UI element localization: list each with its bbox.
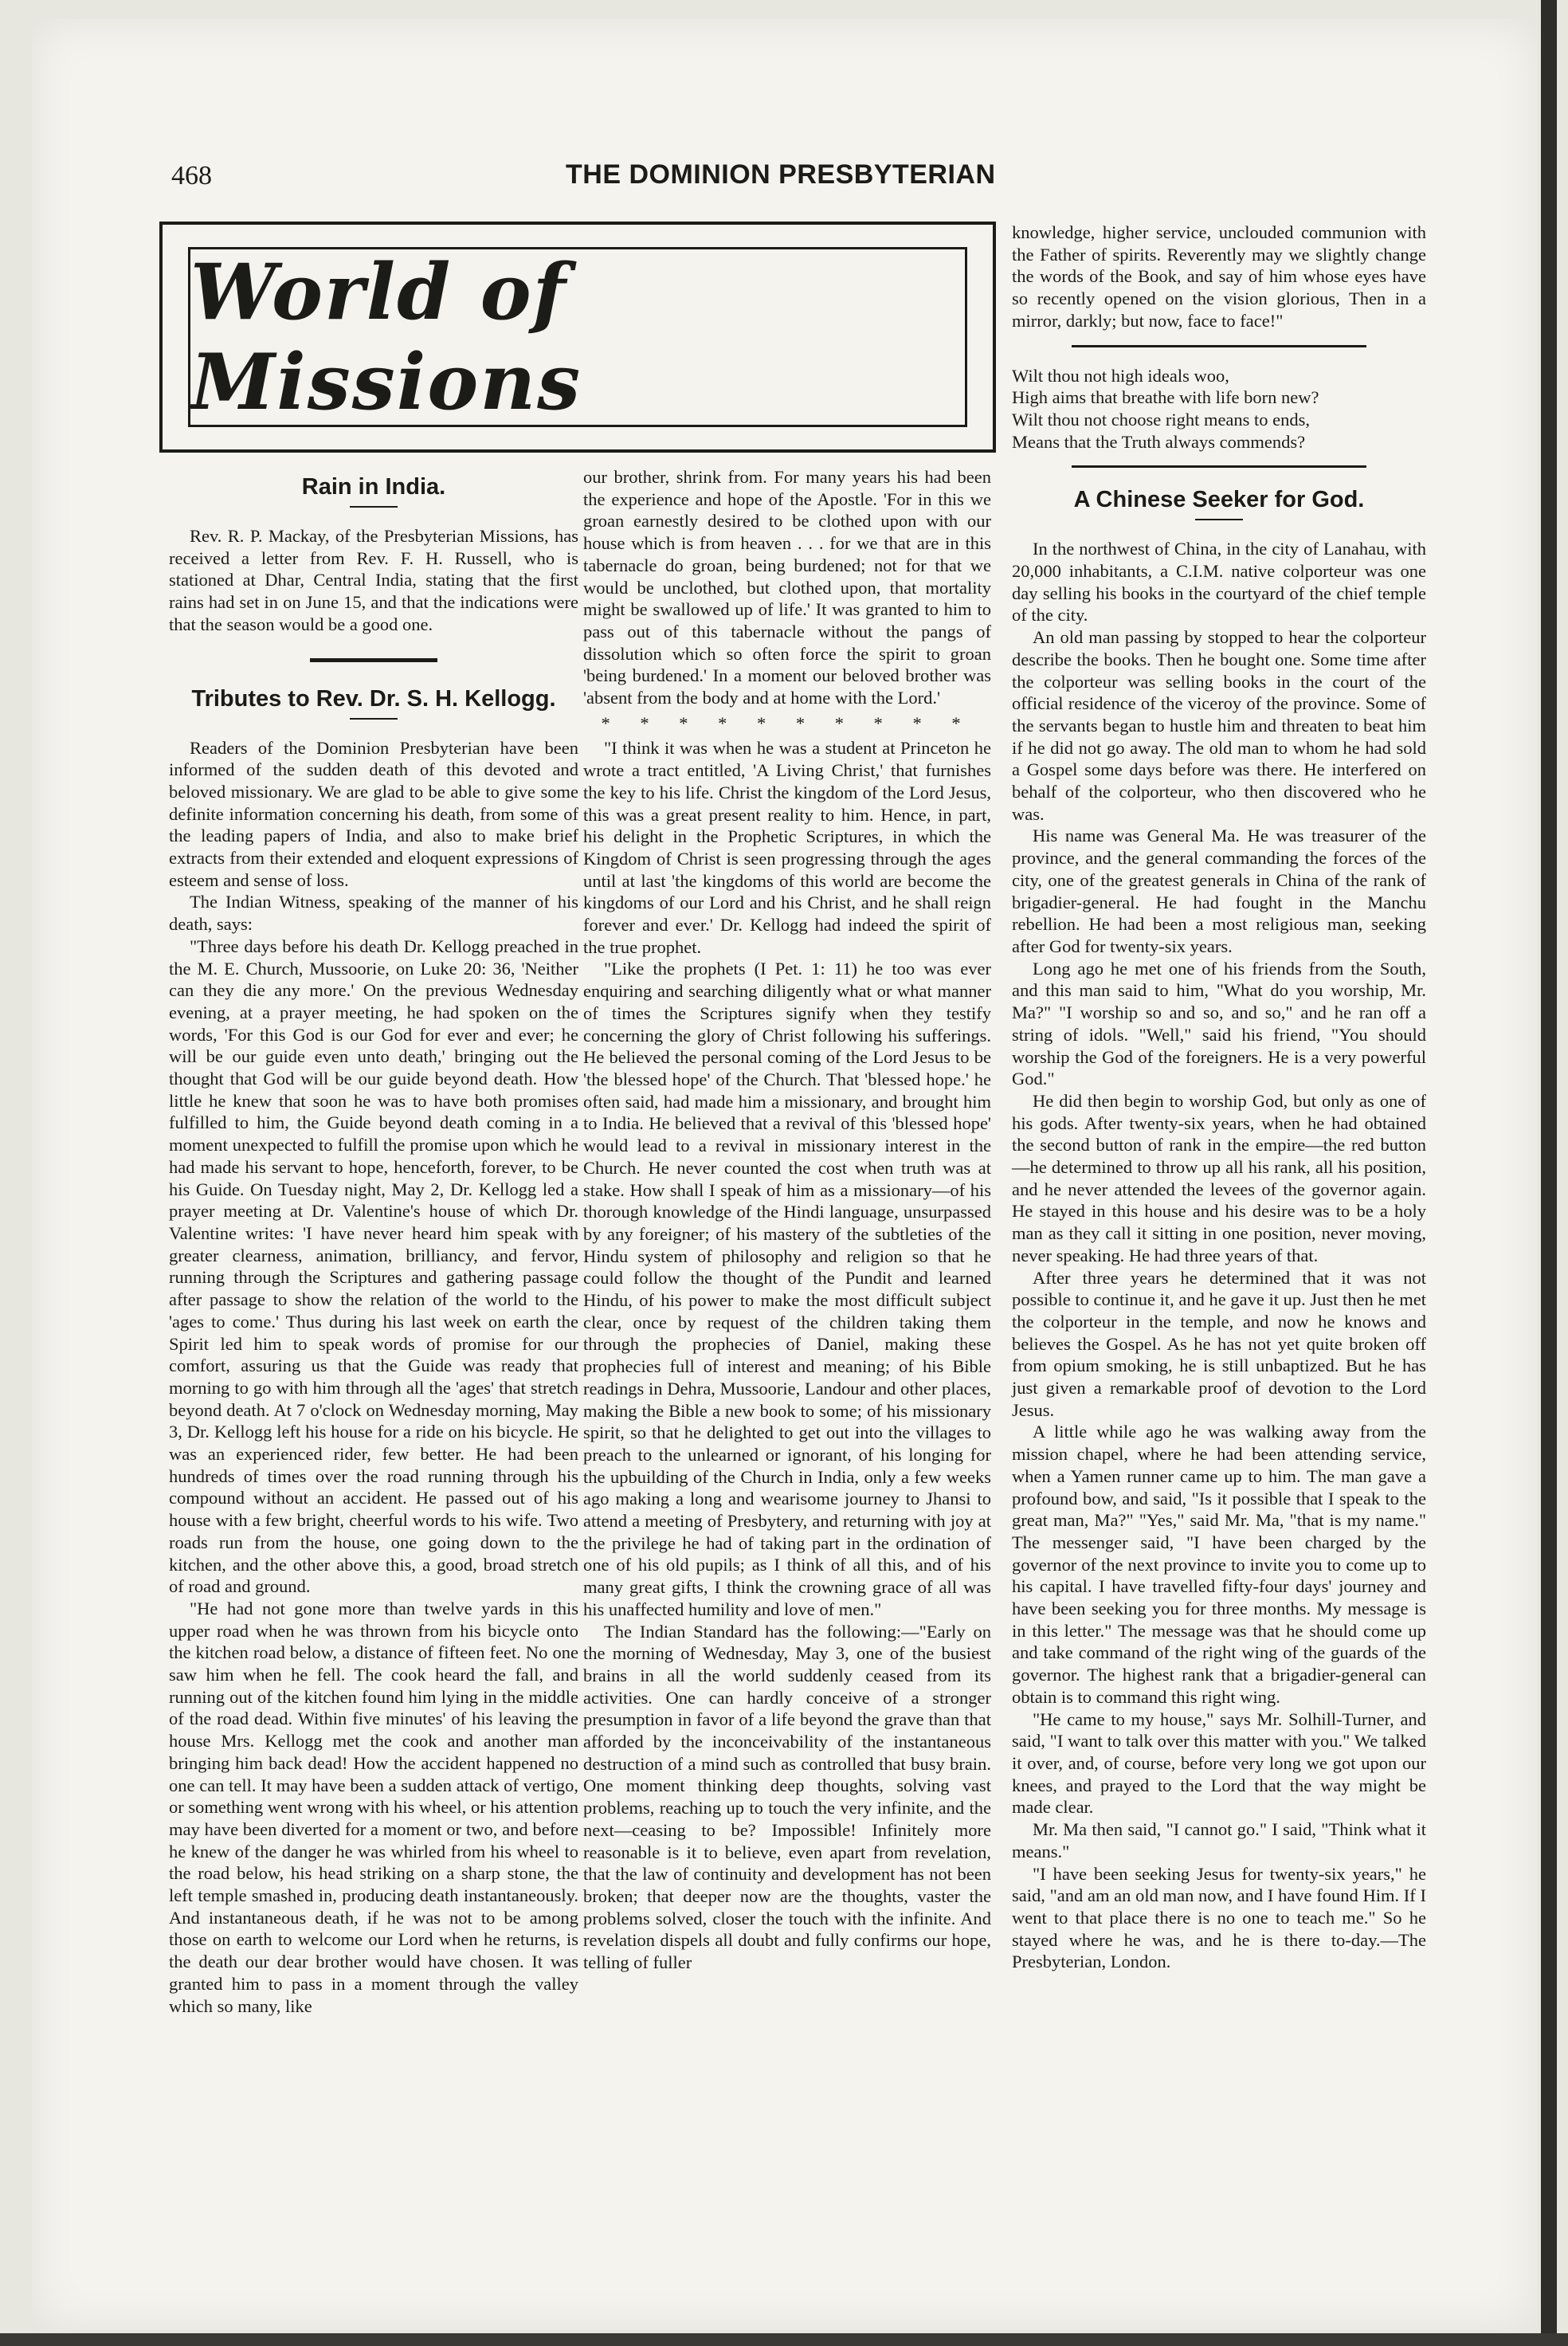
publication-title: THE DOMINION PRESBYTERIAN: [566, 159, 996, 190]
paragraph: "Three days before his death Dr. Kellogg preached in the M. E. Church, Mussoorie, on Luke 20: 36, 'Neither can they die any more.' On the previous Wednesday evening, at a prayer meeting, he had spoken on the words, 'For this God is our God for ever and ever; he will be our guide even unto death,' bringing out the thought that God will be our guide beyond death. How little he knew that soon he was to have both promises fulfilled to him, the Guide beyond death coming in a moment unexpected to fulfill the promise upon which he had made his servant to hope, henceforth, forever, to be his Guide. On Tuesday night, May 2, Dr. Kellogg led a prayer meeting at Dr. Valentine's house of which Dr. Valentine writes: 'I have never heard him speak with greater clearness, animation, brilliancy, and fervor, running through the Scriptures and gathering passage after passage to show the relation of the world to the 'ages to come.' Thus during his last week on earth the Spirit led him to speak words of promise for our comfort, assuring us that the Guide was ready that morning to go with him through all the 'ages' that stretch beyond death. At 7 o'clock on Wednesday morning, May 3, Dr. Kellogg left his house for a ride on his bicycle. He was an experienced rider, few better. He had been hundreds of times over the road running through his compound without an accident. He passed out of his house with a few bright, cheerful words to his wife. Two roads run from the house, one going down to the kitchen, and the other above this, a good, broad stretch of road and ground.: [169, 936, 578, 1597]
paragraph: His name was General Ma. He was treasurer of the province, and the general commanding the forces of the city, one of the greatest generals in China of the rank of brigadier-general. He had fought in the Manchu rebellion. He had been a most religious man, seeking after God for twenty-six years.: [1012, 826, 1426, 956]
poem-line: Wilt thou not choose right means to ends,: [1012, 409, 1311, 430]
paragraph: "He had not gone more than twelve yards in this upper road when he was thrown from his bicycle onto the kitchen road below, a distance of fifteen feet. No one saw him when he fell. The cook heard the fall, and running out of the kitchen found him lying in the middle of the road dead. Within five minutes' of his leaving the house Mrs. Kellogg met the cook and another man bringing him back dead! How the accident happened no one can tell. It may have been a sudden attack of vertigo, or something went wrong with his wheel, or his attention may have been diverted for a moment or two, and before he knew of the danger he was whirled from his wheel to the road below, his head striking on a sharp stone, the left temple smashed in, producing death instantaneously. And instantaneous death, if he was not to be among those on earth to welcome our Lord when he returns, is the death our dear brother would have chosen. It was granted him to pass in a moment through the valley which so many, like: [169, 1598, 578, 2016]
paragraph: He did then begin to worship God, but only as one of his gods. After twenty-six years, when he had obtained the second button of rank in the empire—the red button—he determined to throw up all his rank, all his position, and he never attended the levees of the governor again. He stayed in this house and his desire was to be a holy man as they call it sitting in one position, never moving, never speaking. He had three years of that.: [1012, 1090, 1426, 1265]
poem-line: Wilt thou not high ideals woo,: [1012, 365, 1229, 386]
column-3: [1012, 222, 1426, 1973]
paragraph: Mr. Ma then said, "I cannot go." I said, "Think what it means.": [1012, 1819, 1426, 1862]
column-1: [169, 466, 578, 2017]
paragraph: An old man passing by stopped to hear the colporteur describe the books. Then he bought one. Some time after the colporteur was selling books in the court of the official residence of the viceroy of the province. Some of the servants began to hustle him and threaten to beat him if he did not go away. The old man to whom he had sold a Gospel some days before was there. He interfered on behalf of the colporteur, who then discovered who he was.: [1012, 627, 1426, 824]
section-rule: [1072, 465, 1366, 468]
paragraph: A little while ago he was walking away from the mission chapel, where he had been attending service, when a Yamen runner came up to him. The man gave a profound bow, and said, "Is it possible that I speak to the great man, Ma?" "Yes," said Mr. Ma, "that is my name." The messenger said, "I have been charged by the governor of the next province to invite you to come up to his capital. I have travelled fifty-four days' journey and have been seeking you for three months. My message is in this letter." The message was that he should come up and take command of the right wing of the guards of the governor. The highest rank that a brigadier-general can obtain is to command this right wing.: [1012, 1422, 1426, 1707]
page-number: 468: [171, 161, 212, 190]
heading-chinese-seeker: A Chinese Seeker for God.: [1073, 487, 1365, 513]
separator-stars: * * * * * * * * * *: [601, 712, 974, 733]
scan-edge-bottom: [0, 2333, 1568, 2346]
paragraph: The Indian Witness, speaking of the manner of his death, says:: [169, 892, 578, 935]
section-rule: [1072, 345, 1366, 347]
paragraph: Long ago he met one of his friends from the South, and this man said to him, "What do you worship, Mr. Ma?" "I worship so and so, and so," and he ran off a string of idols. "Well," said his friend, "You should worship the God of the foreigners. He is a very powerful God.": [1012, 958, 1426, 1089]
section-title: World of Missions: [190, 247, 582, 427]
paragraph: "He came to my house," says Mr. Solhill-Turner, and said, "I want to talk over this matter with you." We talked it over, and, of course, before very long we got upon our knees, and prayed to the Lord that the way might be made clear.: [1012, 1708, 1426, 1818]
paragraph: "Like the prophets (I Pet. 1: 11) he too was ever enquiring and searching diligently what or what manner of times the Scriptures signify when they testify concerning the glory of Christ following his sufferings. He believed the personal coming of the Lord Jesus to be 'the blessed hope' of the Church. That 'blessed hope.' he often said, had made him a missionary, and brought him to India. He believed that a revival of this 'blessed hope' would lead to a revival in missionary interest in the Church. He never counted the cost when truth was at stake. How shall I speak of him as a missionary—of his thorough knowledge of the Hindi language, unsurpassed by any foreigner; of his mastery of the subtleties of the Hindu system of philosophy and religion so that he could follow the thought of the Pundit and learned Hindu, of his power to make the most difficult subject clear, once by request of the children taking them through the prophecies of Daniel, making these prophecies full of interest and meaning; of his Bible readings in Dehra, Mussoorie, Landour and other places, making the Bible a new book to some; of his missionary spirit, so that he delighted to get out into the villages to preach to the unlearned or ignorant, of his longing for the upbuilding of the Church in India, only a few weeks ago making a long and wearisome journey to Jhansi to attend a meeting of Presbytery, and returning with joy at the privilege he had of taking part in the ordination of one of his old pupils; as I think of all this, and of his many great gifts, I think the crowning grace of all was his unaffected humility and love of men.": [583, 959, 991, 1619]
short-rule: [350, 506, 398, 508]
heading-tributes-kellogg: Tributes to Rev. Dr. S. H. Kellogg.: [191, 685, 556, 712]
short-rule: [1195, 519, 1243, 520]
paragraph: "I have been seeking Jesus for twenty-six years," he said, "and am an old man now, and I have found Him. If I went to that place there is no one to teach me." So he stayed where he was, and he is there to-day.—The Presbyterian, London.: [1012, 1863, 1426, 1972]
paragraph: Readers of the Dominion Presbyterian have been informed of the sudden death of this devoted and beloved missionary. We are glad to be able to give some definite information concerning his death, from some of the leading papers of India, and also to make brief extracts from their extended and eloquent expressions of esteem and sense of loss.: [169, 737, 578, 890]
column-2: [583, 466, 991, 1974]
poem-line: Means that the Truth always commends?: [1012, 431, 1306, 452]
paragraph: Rev. R. P. Mackay, of the Presbyterian Missions, has received a letter from Rev. F. H. Russell, who is stationed at Dhar, Central India, stating that the first rains had set in on June 15, and that the indications were that the season would be a good one.: [169, 526, 578, 634]
paragraph: "I think it was when he was a student at Princeton he wrote a tract entitled, 'A Living Christ,' that furnishes the key to his life. Christ the kingdom of the Lord Jesus, this was a great present reality to him. Hence, in part, his delight in the Prophetic Scriptures, in which the Kingdom of Christ is seen progressing through the ages until at last 'the kingdoms of this world are become the kingdoms of our Lord and his Christ, and he shall reign forever and ever.' Dr. Kellogg had indeed the spirit of the true prophet.: [583, 738, 991, 957]
paragraph: In the northwest of China, in the city of Lanahau, with 20,000 inhabitants, a C.I.M. native colporteur was one day selling his books in the courtyard of the chief temple of the city.: [1012, 539, 1426, 626]
heading-rain-in-india: Rain in India.: [301, 474, 446, 500]
section-rule: [310, 658, 437, 662]
scan-edge-right: [1541, 0, 1557, 2346]
paragraph: The Indian Standard has the following:—"Early on the morning of Wednesday, May 3, one of the busiest brains in all the world suddenly ceased from its activities. One can hardly conceive of a stronger presumption in favor of a life beyond the grave than that afforded by the inconceivability of the instantaneous destruction of a mind such as controlled that busy brain. One moment thinking deep thoughts, solving vast problems, reaching up to touch the very infinite, and the next—ceasing to be? Impossible! Infinitely more reasonable is it to believe, even apart from revelation, that the law of continuity and development has not been broken; that deeper now are the thoughts, vaster the problems solved, closer the touch with the infinite. And revelation dispels all doubt and fully confirms our hope, telling of fuller: [583, 1621, 991, 1973]
banner-inner-frame: [188, 247, 967, 427]
paragraph: After three years he determined that it was not possible to continue it, and he gave it up. Just then he met the colporteur in the temple, and now he knows and believes the Gospel. As he has not yet quite broken off from opium smoking, he is still unbaptized. But he has just given a remarkable proof of devotion to the Lord Jesus.: [1012, 1267, 1426, 1420]
poem-line: High aims that breathe with life born new?: [1012, 387, 1319, 408]
short-rule: [350, 718, 398, 720]
paragraph: knowledge, higher service, unclouded communion with the Father of spirits. Reverently may we slightly change the words of the Book, and say of him whose eyes have so recently opened on the vision glorious, Then in a mirror, darkly; but now, face to face!": [1012, 222, 1426, 331]
paragraph: our brother, shrink from. For many years his had been the experience and hope of the Apostle. 'For in this we groan earnestly desired to be clothed upon with our house which is from heaven . . . for we that are in this tabernacle do groan, being burdened; not for that we would be unclothed, but clothed upon, that mortality might be swallowed up of life.' It was granted to him to pass out of this tabernacle without the pangs of dissolution which so often force the spirit to groan 'being burdened.' In a moment our beloved brother was 'absent from the body and at home with the Lord.': [583, 467, 991, 708]
section-banner: [159, 222, 996, 453]
